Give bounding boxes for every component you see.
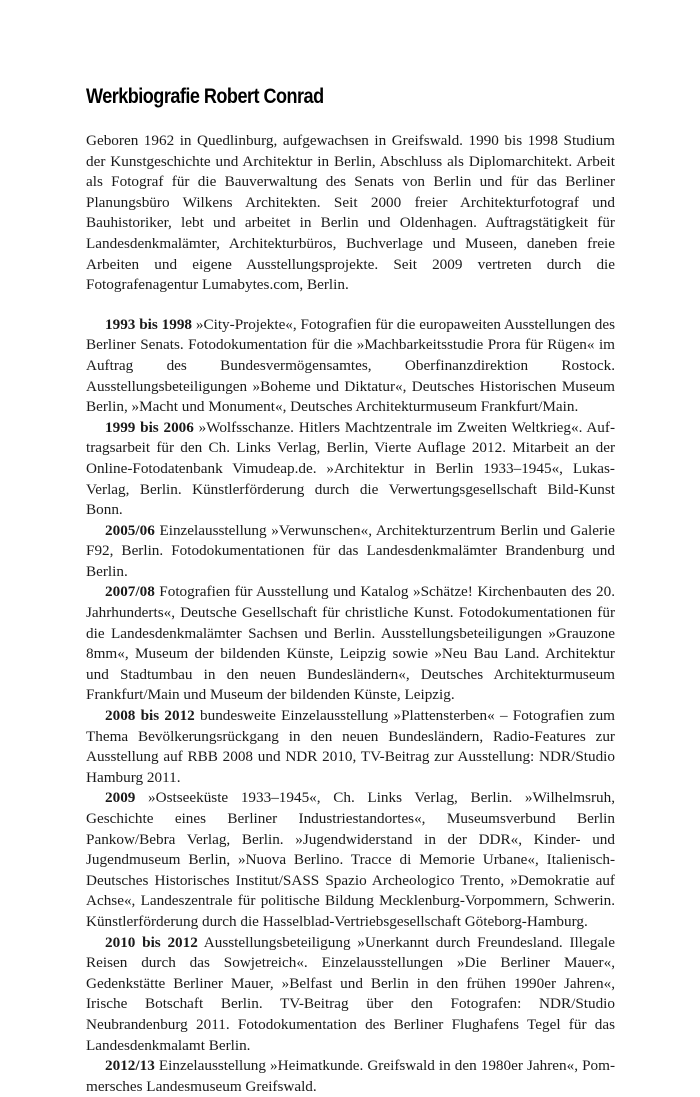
intro-paragraph: Geboren 1962 in Quedlinburg, aufgewachsen in Greifswald. 1990 bis 1998 Studium der Kunstgeschichte und Architektur in Berlin, Abschluss als Diplomarchitekt. Arbeit als Fotograf für die Bauverwaltung des Senats von Berlin und für das Berliner Planungsbüro Wilkens Architekten. Seit 2000 freier Architekturfotograf und Bauhistoriker, lebt und arbeitet in Berlin und Oldenhagen. Auftragstätigkeit für Landesdenkmalämter, Architekturbüros, Buchverlage und Museen, daneben freie Arbeiten und eigene Ausstellungsprojekte. Seit 2009 vertreten durch die Fotografenagentur Lumabytes.com, Berlin. [86, 132, 615, 294]
entry-year: 2010 bis 2012 [105, 933, 198, 951]
entry-year: 1993 bis 1998 [105, 315, 193, 333]
entry-2009 [86, 788, 615, 932]
entry-year: 1999 bis 2006 [105, 418, 194, 436]
page-title: Werkbiografie Robert Conrad [86, 85, 324, 108]
document-page [86, 84, 615, 1097]
entry-year: 2012/13 [105, 1057, 155, 1075]
entry-2007-08 [86, 582, 615, 706]
entry-text: »Ostseeküste 1933–1945«, Ch. Links Verlag, Berlin. »Wilhelmsruh, Geschichte eines Berliner Industriestandortes«, Museumsverbund Berlin Pankow/Bebra Verlag, Berlin. »Jugendwiderstand in der DDR«, Kinder- und Jugendmuseum Berlin, »Nuova Berlino. Tracce di Memorie Urbane«, Italienisch-Deutsches Historisches Institut/SASS Spazio Archeologico Trento, »Demokratie auf Achse«, Landeszentrale für politische Bildung Mecklenburg-Vorpommern, Schwerin. Künstlerförderung durch die Hasselblad-Vertriebsgesellschaft Göteborg-Hamburg. [86, 789, 615, 930]
entry-year: 2005/06 [105, 521, 155, 539]
entry-2008-2012 [86, 706, 615, 788]
entry-text: »City-Projekte«, Fotografien für die europaweiten Ausstellungen des Berliner Senats. Fotodokumentation für die »Machbarkeitsstudie Prora für Rügen« im Auftrag des Bundesvermögensamtes, Oberfinanzdirektion Rostock. Ausstellungsbeteiligungen »Boheme und Diktatur«, Deutsches Historischen Museum Berlin, »Macht und Monument«, Deutsches Architekturmuseum Frankfurt/Main. [86, 315, 616, 416]
entry-text: Ausstellungsbeteiligung »Unerkannt durch Freundesland. Illegale Reisen durch das Sowjetreich«. Einzelausstellungen »Die Berliner Mauer«, Gedenkstätte Berliner Mauer, »Belfast und Berlin in den frühen 1990er Jahren«, Irische Botschaft Berlin. TV-Beitrag über den Fotografen: NDR/Studio Neubrandenburg 2011. Fotodokumentation des Berliner Flughafens Tegel für das Landesdenkmalamt Berlin. [86, 933, 615, 1054]
entry-2010-2012 [86, 933, 615, 1057]
entry-year: 2009 [105, 789, 136, 807]
entry-text: Einzelausstellung »Verwunschen«, Architekturzentrum Berlin und Galerie F92, Berlin. Fotodokumentationen für das Landesdenkmalämter Brandenburg und Berlin. [86, 521, 615, 580]
entry-text: »Wolfsschanze. Hitlers Machtzentrale im Zweiten Weltkrieg«. Auftragsarbeit für den Ch. Links Verlag, Berlin, Vierte Auflage 2012. Mitarbeit an der Online-Fotodatenbank Vimudeap.de. »Architektur in Berlin 1933–1945«, Lukas-Verlag, Berlin. Künstlerförderung durch die Verwertungsgesellschaft Bild-Kunst Bonn. [86, 418, 616, 519]
entry-text: Einzelausstellung »Heimatkunde. Greifswald in den 1980er Jahren«, Pommersches Landesmuseum Greifswald. [86, 1057, 615, 1095]
entry-1999-2006 [86, 418, 615, 521]
entry-text: bundesweite Einzelausstellung »Plattensterben« – Fotografien zum Thema Bevölkerungsrückgang in den neuen Bundesländern, Radio-Features zur Ausstellung auf RBB 2008 und NDR 2010, TV-Beitrag zur Ausstellung: NDR/Studio Hamburg 2011. [86, 707, 615, 786]
entry-year: 2008 bis 2012 [105, 707, 195, 725]
entry-2012-13 [86, 1056, 615, 1097]
entry-year: 2007/08 [105, 583, 155, 601]
entry-1993-1998 [86, 315, 615, 418]
entry-2005-06 [86, 521, 615, 583]
entry-text: Fotografien für Ausstellung und Katalog »Schätze! Kirchenbauten des 20. Jahrhunderts«, Deutsche Gesellschaft für christliche Kunst. Fotodokumentationen für die Landesdenkmalämter Sachsen und Berlin. Ausstellungsbeteiligungen »Grauzone 8mm«, Museum der bildenden Künste, Leipzig sowie »Neu Bau Land. Architektur und Stadtumbau in den neuen Bundesländern«, Deutsches Architekturmuseum Frankfurt/​Main und Museum der bildenden Künste, Leipzig. [86, 583, 615, 704]
